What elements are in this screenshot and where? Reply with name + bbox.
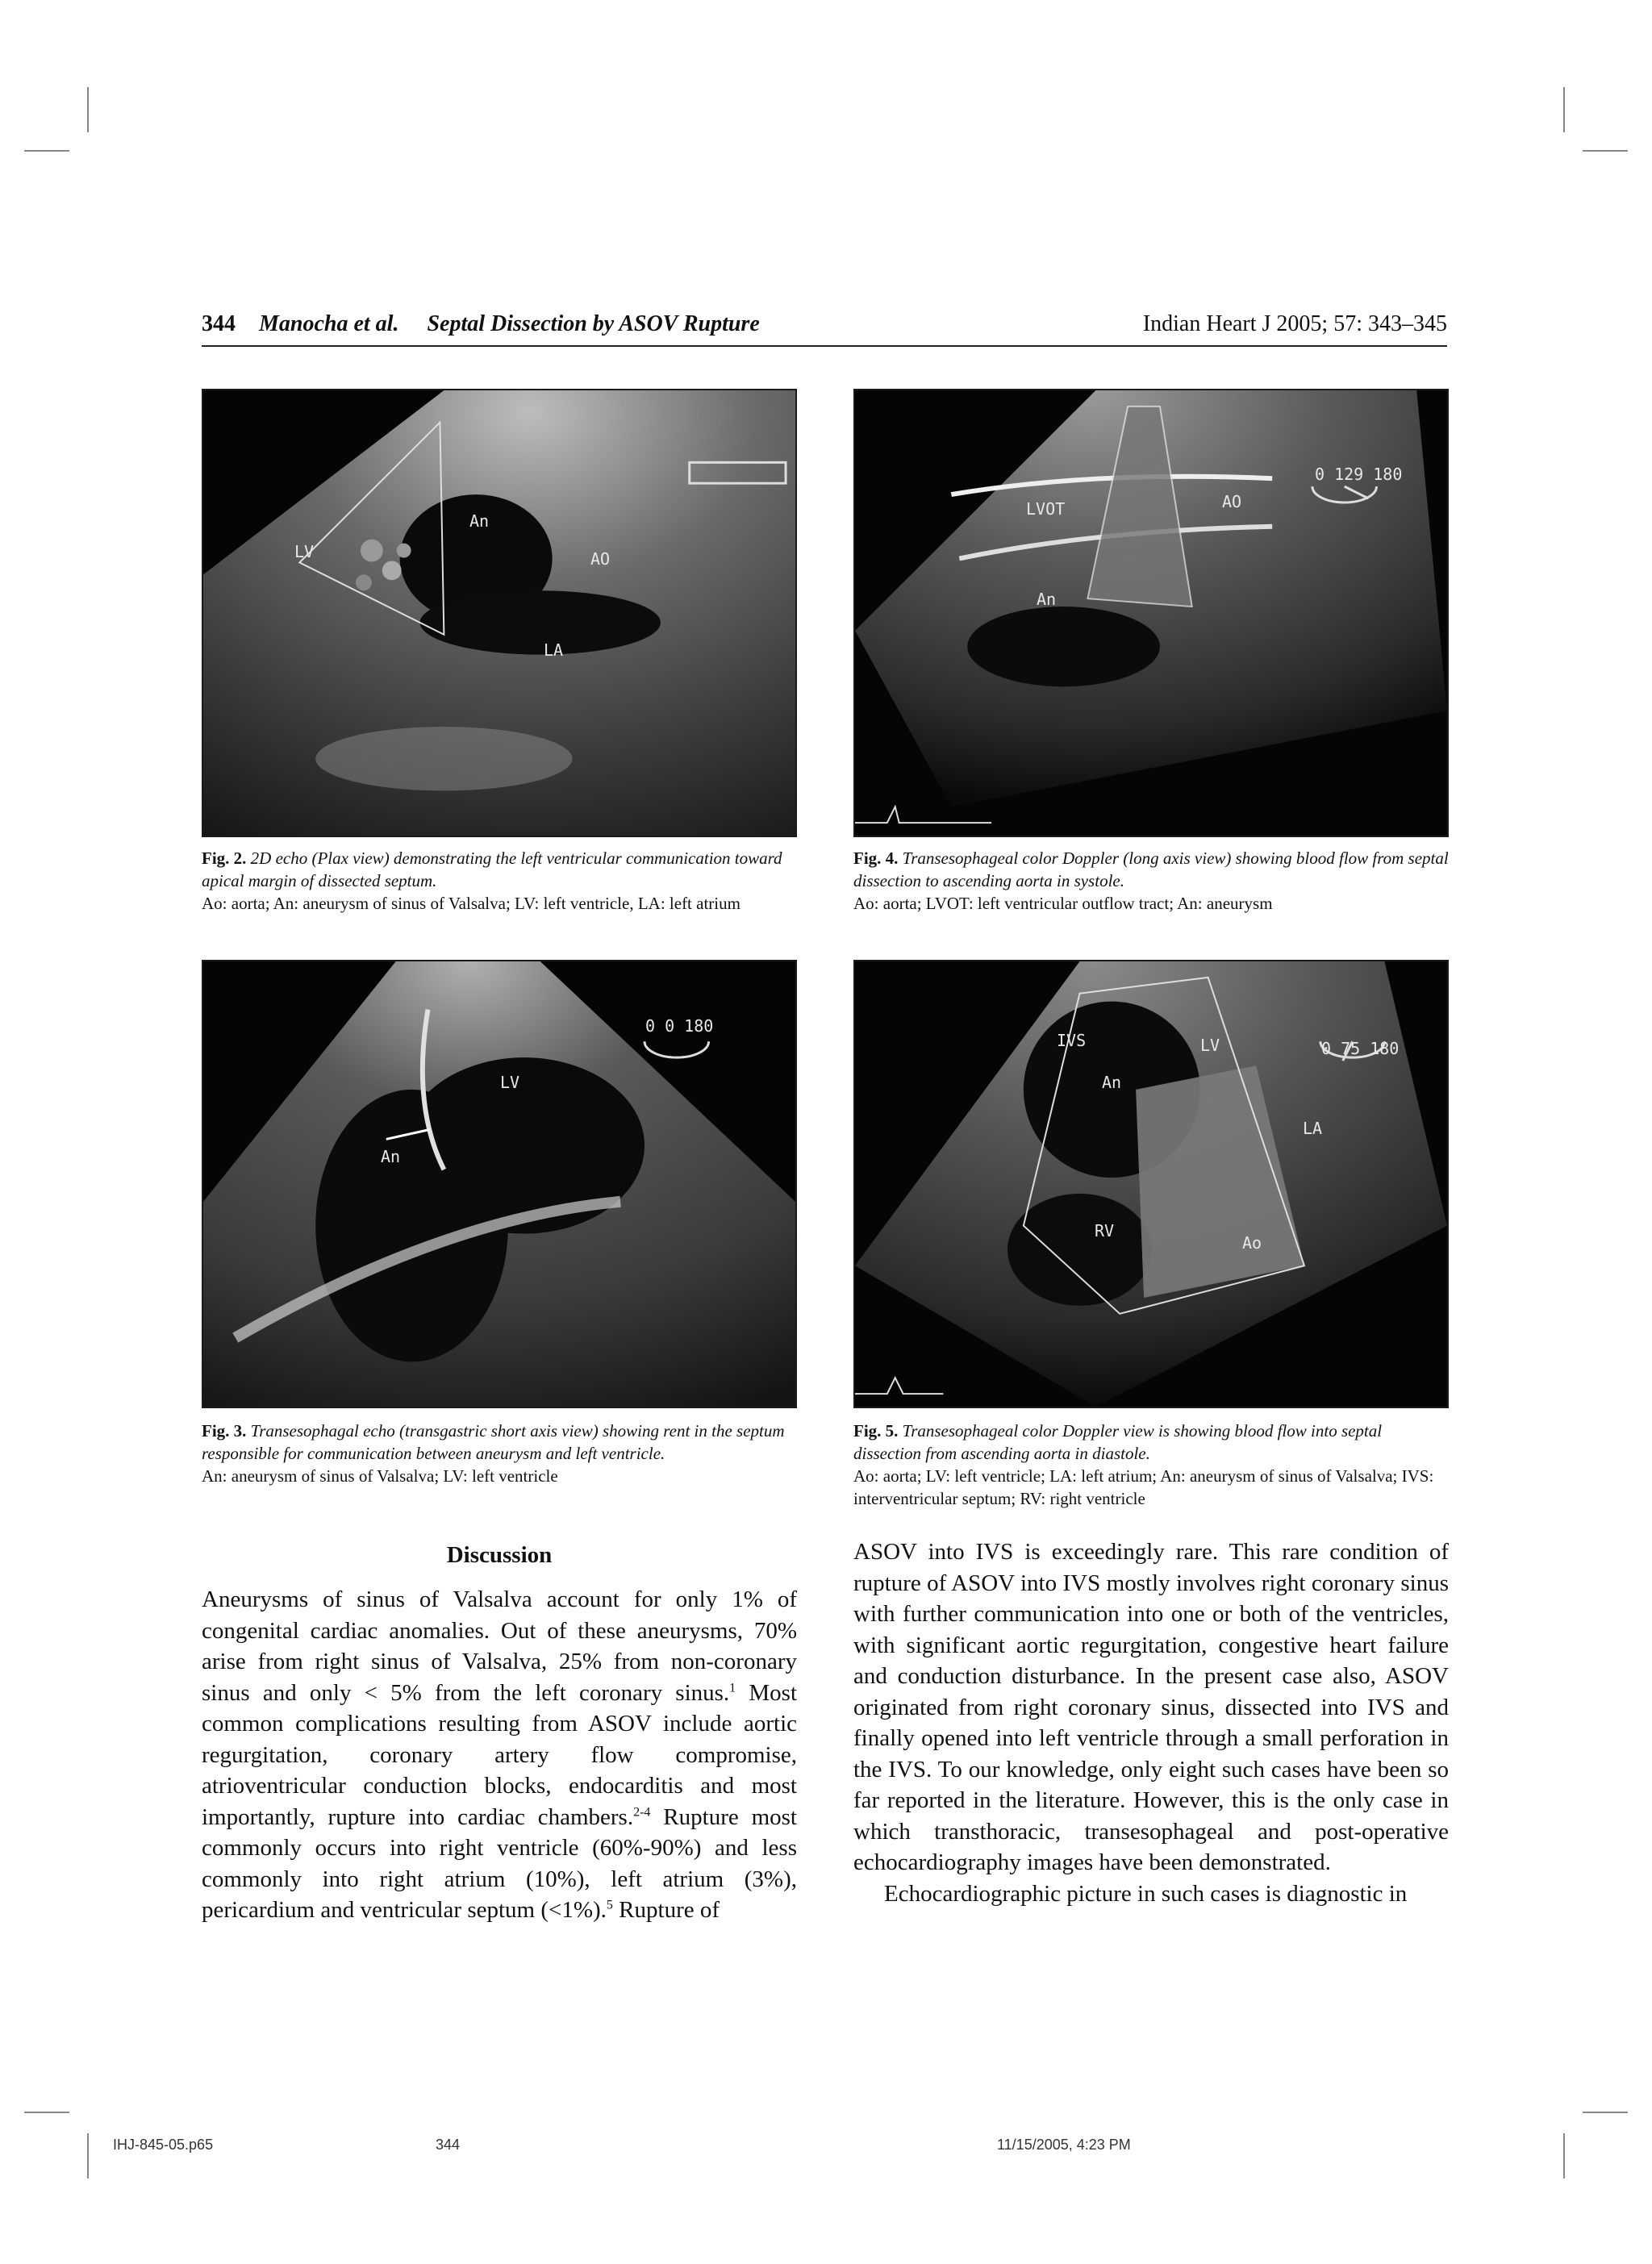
label-rv: RV <box>1095 1221 1115 1240</box>
crop-mark <box>24 2112 69 2113</box>
caption-fig3-legend: An: aneurysm of sinus of Valsalva; LV: left ventricle <box>202 1466 558 1486</box>
crop-mark <box>1583 2112 1628 2113</box>
caption-fig5-text: Transesophageal color Doppler view is showing blood flow into septal dissection from ascending aorta in diastole. <box>853 1421 1383 1463</box>
body-text: Rupture of <box>612 1897 720 1923</box>
footer-filename: IHJ-845-05.p65 <box>113 2137 214 2153</box>
label-an: An <box>1037 590 1057 609</box>
label-an: An <box>381 1147 401 1166</box>
crop-mark <box>87 2133 89 2179</box>
label-lv: LV <box>1200 1036 1220 1055</box>
caption-fig4-label: Fig. 4. <box>853 848 899 868</box>
angle-scale: 0 75 180 <box>1321 1039 1400 1058</box>
caption-fig4-text: Transesophageal color Doppler (long axis view) showing blood flow from septal dissection to ascending aorta in systole. <box>853 848 1449 890</box>
label-ao: AO <box>590 549 611 569</box>
caption-fig5-legend: Ao: aorta; LV: left ventricle; LA: left atrium; An: aneurysm of sinus of Valsalva; IVS: interventricular septum; RV: right ventricle <box>853 1466 1434 1508</box>
caption-fig2-text: 2D echo (Plax view) demonstrating the left ventricular communication toward apical margin of dissected septum. <box>202 848 782 890</box>
header-rule <box>202 345 1447 347</box>
figure-3-image <box>202 960 797 1408</box>
label-ao: AO <box>1222 492 1242 511</box>
crop-mark <box>1583 150 1628 152</box>
figure-5-image <box>853 960 1449 1408</box>
caption-fig2 <box>202 847 797 915</box>
label-an: An <box>1102 1073 1122 1092</box>
body-text: Rupture most commonly occurs into right ventricle (60%-90%) and less commonly into right atrium (10%), left atrium (3%), pericardium and ventricular septum (<1%). <box>202 1803 797 1923</box>
label-lvot: LVOT <box>1026 499 1066 519</box>
footer-page: 344 <box>436 2137 461 2153</box>
label-ao: Ao <box>1242 1233 1262 1253</box>
caption-fig4 <box>853 847 1449 915</box>
echo-image-fig5 <box>855 961 1447 1407</box>
label-lv: LV <box>294 542 315 561</box>
body-right-column <box>853 1536 1449 1909</box>
label-la: LA <box>544 640 564 660</box>
caption-fig4-legend: Ao: aorta; LVOT: left ventricular outflow tract; An: aneurysm <box>853 894 1273 913</box>
crop-mark <box>1563 2133 1565 2179</box>
section-title-discussion: Discussion <box>446 1542 553 1568</box>
crop-mark <box>87 87 89 132</box>
figure-2-image <box>202 389 797 837</box>
body-paragraph: Echocardiographic picture in such cases is diagnostic in <box>884 1880 1408 1907</box>
body-paragraph <box>202 1584 797 1926</box>
body-text: Most common complications resulting from ASOV include aortic regurgitation, coronary artery flow compromise, atrioventricular conduction blocks, endocarditis and most importantly, rupture into cardiac chambers. <box>202 1679 798 1830</box>
body-paragraph: ASOV into IVS is exceedingly rare. This rare condition of rupture of ASOV into IVS mostly involves right coronary sinus with further communication into one or both of the ventricles, with significant aortic regurgitation, congestive heart failure and conduction disturbance. In the present case also, ASOV originated from right coronary sinus, dissected into IVS and finally opened into left ventricle through a small perforation in the IVS. To our knowledge, only eight such cases have been so far reported in the literature. However, this is the only case in which transthoracic, transesophageal and post-operative echocardiography images have been demonstrated. <box>853 1539 1449 1875</box>
figure-4-image <box>853 389 1449 837</box>
authors: Manocha et al. <box>259 311 399 336</box>
caption-fig3 <box>202 1420 797 1487</box>
crop-mark <box>1563 87 1565 132</box>
caption-fig2-label: Fig. 2. <box>202 848 247 868</box>
label-ivs: IVS <box>1057 1031 1087 1050</box>
caption-fig3-label: Fig. 3. <box>202 1421 247 1441</box>
footer-timestamp: 11/15/2005, 4:23 PM <box>997 2137 1131 2153</box>
journal-citation: Indian Heart J 2005; 57: 343–345 <box>1142 311 1447 336</box>
body-text: Aneurysms of sinus of Valsalva account for only 1% of congenital cardiac anomalies. Out of these aneurysms, 70% arise from right sinus of Valsalva, 25% from non-coronary sinus and only < 5% from the left coronary sinus. <box>202 1586 797 1706</box>
angle-scale: 0 129 180 <box>1315 465 1403 484</box>
running-header <box>202 311 760 337</box>
label-lv: LV <box>500 1073 520 1092</box>
running-title: Septal Dissection by ASOV Rupture <box>427 311 760 336</box>
page-number: 344 <box>202 311 236 336</box>
crop-mark <box>24 150 69 152</box>
label-an: An <box>469 511 490 531</box>
citation-ref: 2-4 <box>633 1804 651 1819</box>
caption-fig2-legend: Ao: aorta; An: aneurysm of sinus of Valsalva; LV: left ventricle, LA: left atrium <box>202 894 740 913</box>
echo-image-fig4 <box>855 390 1447 836</box>
caption-fig5 <box>853 1420 1449 1510</box>
caption-fig5-label: Fig. 5. <box>853 1421 899 1441</box>
echo-image-fig2 <box>203 390 795 836</box>
angle-scale: 0 0 180 <box>645 1016 714 1036</box>
citation-ref: 1 <box>729 1680 736 1695</box>
citation-ref: 5 <box>606 1898 613 1912</box>
caption-fig3-text: Transesophagal echo (transgastric short axis view) showing rent in the septum responsible for communication between aneurysm and left ventricle. <box>202 1421 785 1463</box>
body-left-column <box>202 1584 797 1926</box>
label-la: LA <box>1303 1119 1323 1138</box>
